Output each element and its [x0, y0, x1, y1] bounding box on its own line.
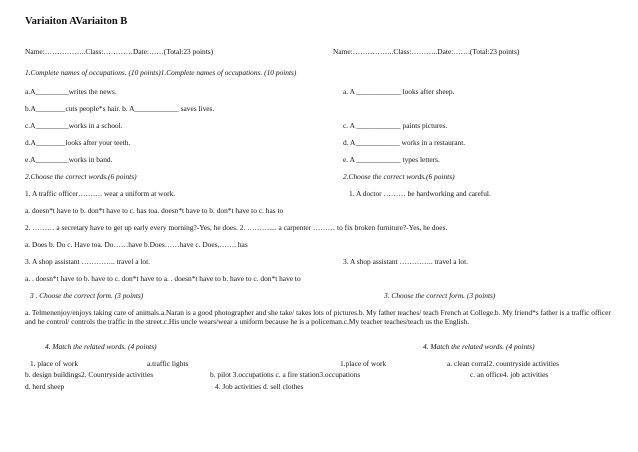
s1-left-item: d.A________looks after your teeth. [25, 138, 131, 147]
s1-left-item: e.A_________works in band. [25, 155, 113, 164]
s2-question-1-options: a. doesn*t have to b. don*t have to c. has toa. doesn*t have to b. don*t have to c. has to [25, 206, 284, 215]
s2-question-3-options: a. . doesn*t have to b. have to c. don*t have to a. . doesn*t have to b. have to c. don*t have to [25, 274, 301, 283]
s1-right-item: c. A ____________ paints pictures. [343, 121, 448, 130]
s4-row1-c: 1.place of work [340, 359, 387, 368]
page-title: Variaiton AVariaiton B [25, 16, 128, 27]
s4-row2-b: b. pilot 3.occupations c. a fire station3.occupations [210, 370, 361, 379]
s4-row2-c: c. an office4. job activities [470, 370, 549, 379]
section-1-title: 1.Complete names of occupations. (10 points)1.Complete names of occupations. (10 points) [25, 68, 297, 77]
s4-row3-b: 4. Job activities d. sell clothes [215, 382, 304, 391]
section-2-title-right: 2.Choose the correct words.(6 points) [343, 172, 455, 181]
s2-question-1-left: 1. A traffic officer………. wear a uniform at work. [25, 189, 176, 198]
section-3-title-left: 3 . Choose the correct form. (3 points) [30, 291, 144, 300]
s2-question-1-right: 1. A doctor ……… be hardworking and careful. [349, 189, 491, 198]
s2-question-3-right: 3. A shop assistant ………….. travel a lot. [343, 257, 469, 266]
s1-left-item: b.A________cuts people*s hair. b. A____________ saves lives. [25, 104, 215, 113]
s4-row3-a: d. herd sheep [25, 382, 65, 391]
section-2-title-left: 2.Choose the correct words.(6 points) [25, 172, 137, 181]
s1-right-item: a. A ____________ looks after sheep. [343, 87, 455, 96]
s1-left-item: c.A_________works in a school. [25, 121, 123, 130]
s4-row1-d: a. clean corral2. countryside activities [447, 359, 560, 368]
section-3-title-right: 3. Choose the correct form. (3 points) [384, 291, 496, 300]
s2-question-2: 2. ……… a secretary have to get up early every morning?-Yes, he does. 2. ……….... a carpenter ……… to fix broken furniture?-Yes, he does. [25, 223, 448, 232]
s4-row2-a: b. design buildings2. Countryside activities [25, 370, 154, 379]
s1-right-item: d. A____________ works in a restaurant. [343, 138, 466, 147]
section-4-title-right: 4. Match the related words. (4 points) [423, 342, 535, 351]
s2-question-2-options: a. Does b. Do c. Have toa. Do……have b.Does……have c. Does,……. has [25, 240, 248, 249]
s1-left-item: a.A_________writes the news. [25, 87, 117, 96]
header-left: Name:……………..Class:…………Date:……(Total:23 points) [25, 47, 214, 56]
s2-question-3-left: 3. A shop assistant ………….. travel a lot. [25, 257, 151, 266]
s1-right-item: e. A ____________ types letters. [343, 155, 440, 164]
s4-row1-a: 1. place of work [30, 359, 79, 368]
s4-row1-b: a.traffic lights [147, 359, 189, 368]
section-3-text: a. Telmenenjoy/enjoys taking care of animals.a.Naran is a good photographer and she take/ takes lots of pictures.b. My father teaches/ teach French at College.b. My friend*s father is a traffic officer and he control/ controls the traffic in the street.c.His uncle wears/wear a uniform because he is a policeman.c.My teacher teaches/teach us the English. [25, 308, 611, 326]
header-right: Name:……………..Class:………..Date:…….(Total:23 points) [333, 47, 520, 56]
section-4-title-left: 4. Match the related words. (4 points) [45, 342, 157, 351]
